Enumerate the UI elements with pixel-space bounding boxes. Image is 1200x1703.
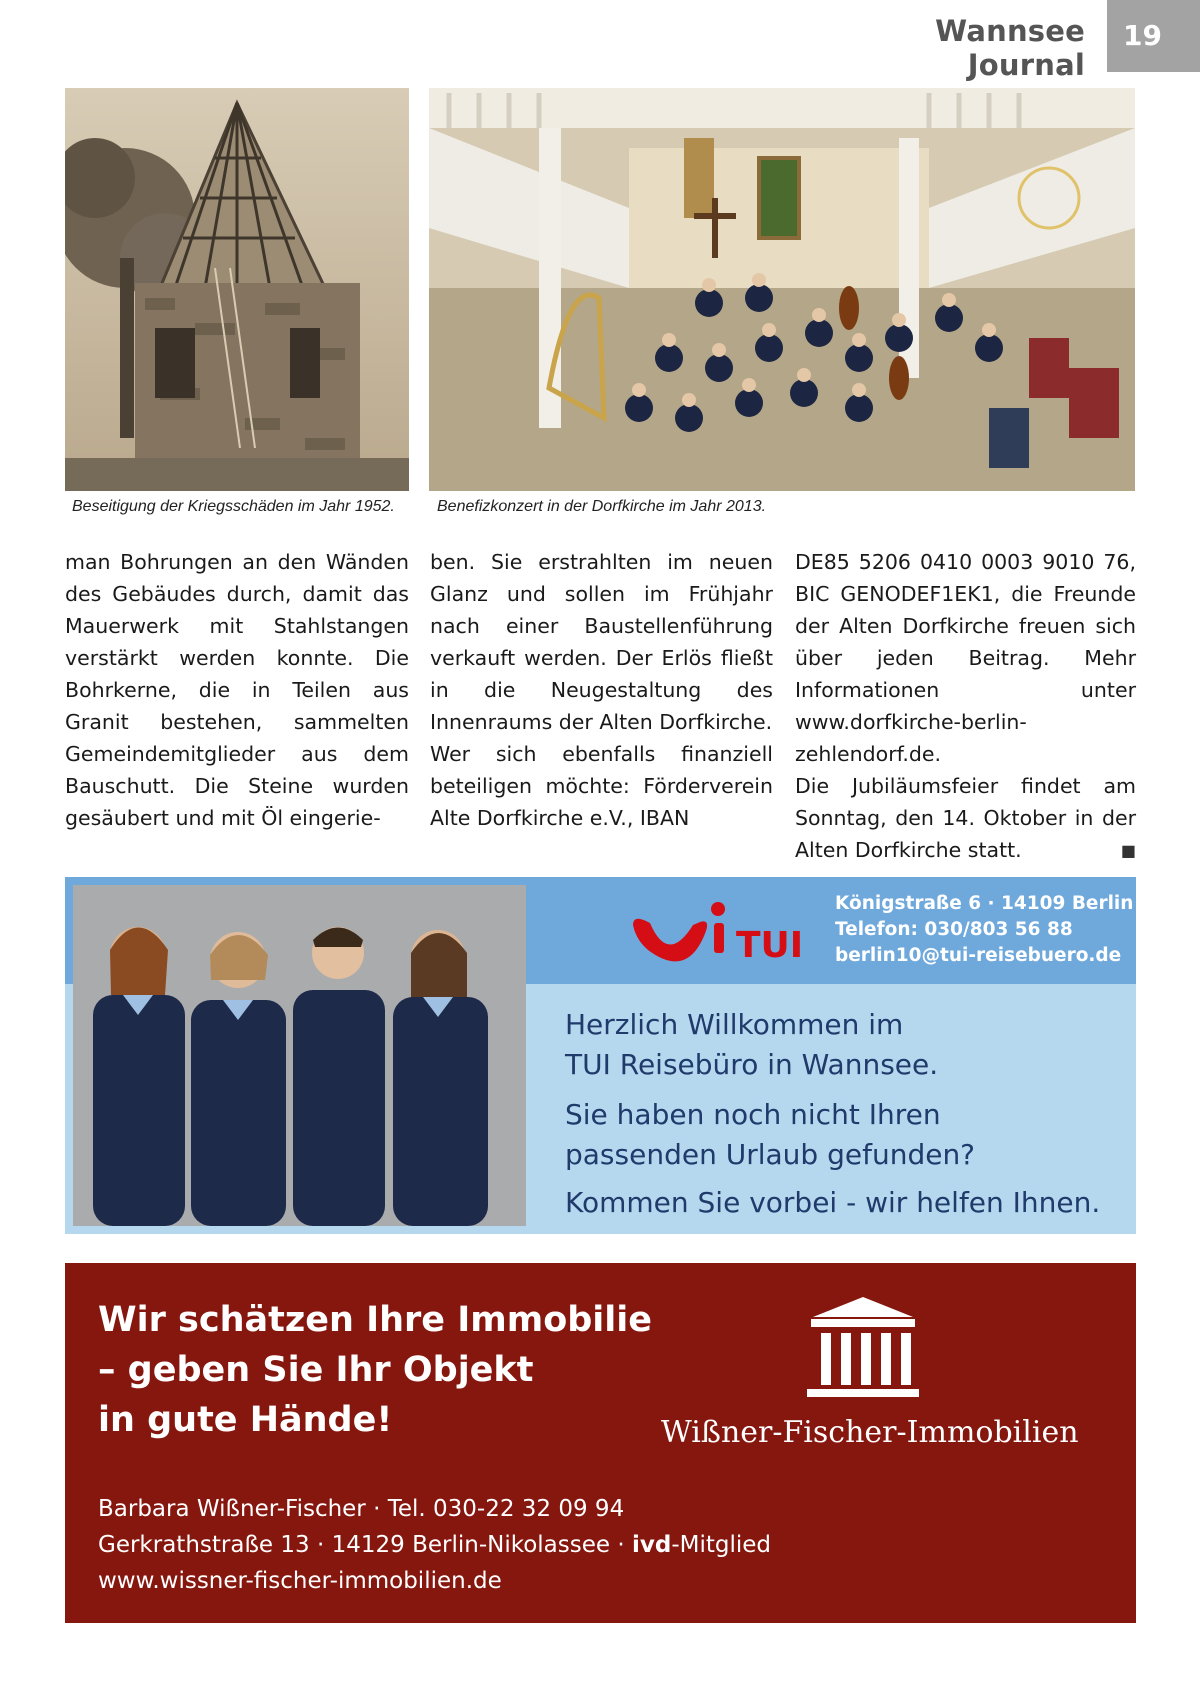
ivd-member-suffix: -Mitglied <box>671 1532 771 1558</box>
article-column-3 <box>795 546 1136 867</box>
immobilien-headline-line-3: in gute Hände! <box>98 1400 393 1440</box>
article-col2-text-a: ben. Sie erstrahlten im neuen Glanz und sollen im Frühjahr nach einer Baustellenführung verkauft werden. Der Erlös fließt in die Neugestaltung des Innenraums der Alten Dorfkirche. <box>430 550 773 734</box>
article-column-2 <box>430 546 773 834</box>
immobilien-advertisement <box>65 1263 1136 1623</box>
tui-phone: Telefon: 030/803 56 88 <box>835 919 1073 940</box>
church-concert-photo <box>429 88 1135 491</box>
article-col2-text-b: Wer sich ebenfalls finanziell beteiligen möchte: Förderverein Alte Dorfkirche e.V., IBAN <box>430 742 773 830</box>
immobilien-contact-block <box>98 1491 771 1599</box>
end-of-article-mark: ■ <box>1120 841 1136 860</box>
immobilien-headline <box>98 1295 652 1445</box>
tui-staff-photo <box>73 885 526 1226</box>
article-col3-text-a: DE85 5206 0410 0003 9010 76, BIC GENODEF1EK1, die Freunde der Alten Dorfkirche freuen sich über jeden Beitrag. Mehr Informationen unter www.dorfkirche-berlin-zehlendorf.de. <box>795 550 1136 766</box>
tui-welcome-line-3: Sie haben noch nicht Ihren <box>565 1098 941 1131</box>
tui-logo <box>628 895 828 975</box>
immobilien-brand-name: Wißner-Fischer-Immobilien <box>661 1415 1079 1450</box>
article-col1-text: man Bohrungen an den Wänden des Gebäudes durch, damit das Mauerwerk mit Stahlstangen verstärkt werden konnte. Die Bohrkerne, die in Teilen aus Granit bestehen, sammelten Gemeindemitglieder aus dem Bauschutt. Die Steine wurden gesäubert und mit Öl eingerie- <box>65 550 409 830</box>
tui-contact-block <box>835 891 1133 969</box>
immobilien-website-link[interactable]: www.wissner-fischer-immobilien.de <box>98 1568 502 1594</box>
photo-caption-2: Benefizkonzert in der Dorfkirche im Jahr 2013. <box>437 498 767 515</box>
tui-welcome-line-5: Kommen Sie vorbei - wir helfen Ihnen. <box>565 1186 1101 1219</box>
tui-welcome-line-4: passenden Urlaub gefunden? <box>565 1138 976 1171</box>
page-number: 19 <box>1107 0 1200 72</box>
ivd-member-label: ivd <box>631 1532 672 1558</box>
tui-welcome-line-2: TUI Reisebüro in Wannsee. <box>565 1048 939 1081</box>
tui-advertisement <box>65 877 1136 1234</box>
journal-title: Wannsee Journal <box>935 14 1085 82</box>
immobilien-headline-line-1: Wir schätzen Ihre Immobilie <box>98 1300 653 1340</box>
temple-columns-logo-icon <box>803 1295 923 1405</box>
immobilien-headline-line-2: – geben Sie Ihr Objekt <box>98 1350 534 1390</box>
immobilien-contact-street: Gerkrathstraße 13 · 14129 Berlin-Nikolassee · <box>98 1532 632 1558</box>
immobilien-contact-name-phone: Barbara Wißner-Fischer · Tel. 030-22 32 09 94 <box>98 1496 625 1522</box>
historic-building-photo <box>65 88 409 491</box>
photo-caption-1: Beseitigung der Kriegsschäden im Jahr 1952. <box>72 498 395 515</box>
tui-address: Königstraße 6 · 14109 Berlin <box>835 893 1134 914</box>
article-col3-text-b: Die Jubiläumsfeier findet am Sonntag, den 14. Oktober in der Alten Dorfkirche statt. <box>795 774 1136 862</box>
tui-logo-text: TUI <box>736 925 804 966</box>
tui-welcome-line-1: Herzlich Willkommen im <box>565 1008 904 1041</box>
article-column-1 <box>65 546 409 834</box>
tui-email: berlin10@tui-reisebuero.de <box>835 945 1122 966</box>
